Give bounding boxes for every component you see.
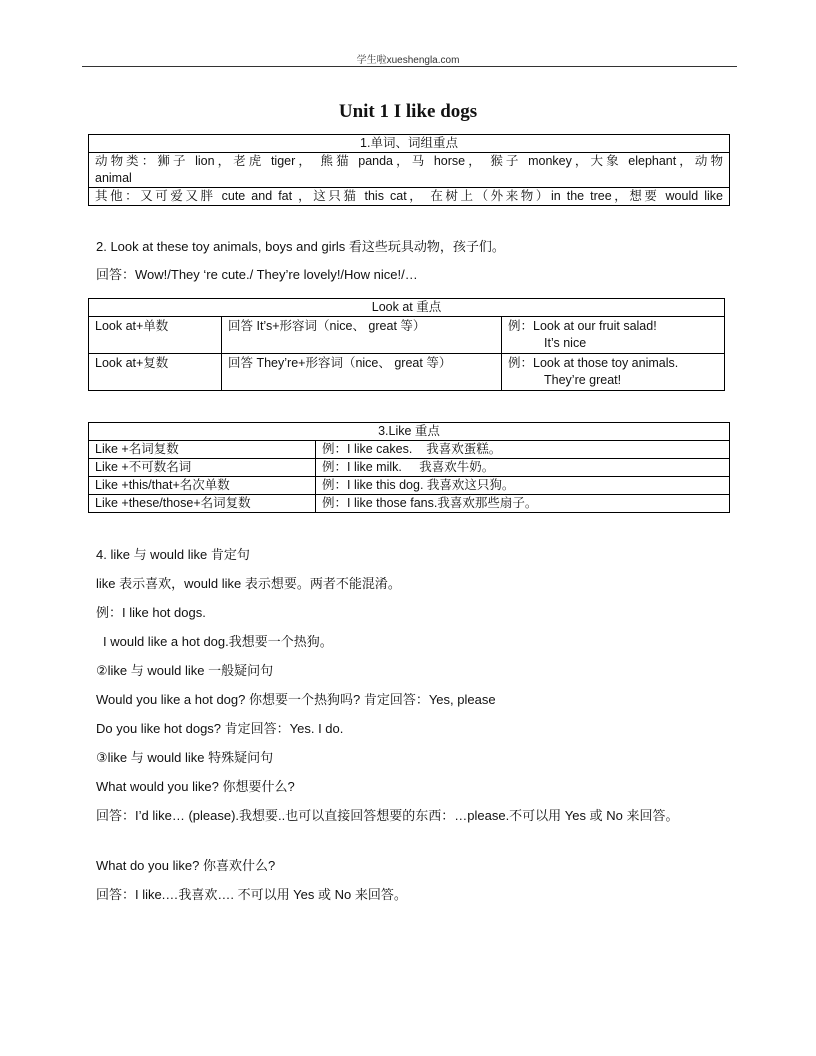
like-pattern: Like +名词复数	[89, 441, 316, 459]
look-at-table	[88, 298, 725, 391]
page-header-site: 学生啦xueshengla.com	[356, 55, 460, 66]
page-title: Unit 1 I like dogs	[338, 101, 478, 122]
like-example: 例：I like this dog. 我喜欢这只狗。	[316, 477, 730, 495]
special-question-heading: ③like 与 would like 特殊疑问句	[96, 750, 274, 765]
look-at-example-line1: 例：Look at our fruit salad!	[508, 319, 657, 333]
look-at-example-line1: 例：Look at those toy animals.	[508, 356, 679, 370]
vocab-table	[88, 134, 730, 206]
section4-example2: I would like a hot dog.我想要一个热狗。	[103, 634, 333, 649]
look-at-example-line2: They’re great!	[544, 373, 622, 387]
header-divider	[82, 66, 737, 67]
like-table-heading: 3.Like 重点	[89, 423, 730, 441]
like-table	[88, 422, 730, 513]
vocab-animals-cell	[89, 153, 730, 188]
vocab-table-heading: 1.单词、词组重点	[89, 135, 730, 153]
special-question1: What would you like? 你想要什么?	[96, 779, 295, 794]
special-question2-answer: 回答：I like.…我喜欢…. 不可以用 Yes 或 No 来回答。	[96, 887, 407, 902]
look-at-answer: 回答 They’re+形容词（nice、 great 等）	[222, 354, 502, 391]
question-heading: ②like 与 would like 一般疑问句	[96, 663, 274, 678]
look-at-pattern: Look at+单数	[89, 317, 222, 354]
question-example2: Do you like hot dogs? 肯定回答：Yes. I do.	[96, 721, 344, 736]
section4-example1: 例：I like hot dogs.	[96, 605, 206, 620]
like-example: 例：I like milk. 我喜欢牛奶。	[316, 459, 730, 477]
look-at-example	[502, 354, 725, 391]
vocab-others-cell: 其他：又可爱又胖 cute and fat ，这只猫 this cat， 在树上（外来物）in the tree，想要 would like	[89, 188, 730, 206]
look-at-example	[502, 317, 725, 354]
look-at-example-line2: It’s nice	[544, 336, 587, 350]
section4-explain: like 表示喜欢，would like 表示想要。两者不能混淆。	[96, 576, 401, 591]
vocab-animals-line2: animal	[95, 171, 132, 185]
like-example: 例：I like those fans.我喜欢那些扇子。	[316, 495, 730, 513]
special-question1-answer: 回答：I’d like… (please).我想要..也可以直接回答想要的东西：…please.不可以用 Yes 或 No 来回答。	[96, 808, 679, 823]
question-example1: Would you like a hot dog? 你想要一个热狗吗? 肯定回答：Yes, please	[96, 692, 496, 707]
special-question2: What do you like? 你喜欢什么?	[96, 858, 276, 873]
like-pattern: Like +this/that+名次单数	[89, 477, 316, 495]
section2-answer: 回答：Wow!/They ‘re cute./ They’re lovely!/How nice!/…	[96, 267, 418, 282]
vocab-animals-line1: 动物类：狮子 lion，老虎 tiger， 熊猫 panda，马 horse， 猴子 monkey，大象 elephant，动物	[95, 154, 723, 168]
like-pattern: Like +不可数名词	[89, 459, 316, 477]
section2-line1: 2. Look at these toy animals, boys and girls 看这些玩具动物，孩子们。	[96, 239, 505, 254]
look-at-table-heading: Look at 重点	[89, 299, 725, 317]
like-example: 例：I like cakes. 我喜欢蛋糕。	[316, 441, 730, 459]
like-pattern: Like +these/those+名词复数	[89, 495, 316, 513]
look-at-pattern: Look at+复数	[89, 354, 222, 391]
look-at-answer: 回答 It’s+形容词（nice、 great 等）	[222, 317, 502, 354]
section4-heading: 4. like 与 would like 肯定句	[96, 547, 250, 562]
